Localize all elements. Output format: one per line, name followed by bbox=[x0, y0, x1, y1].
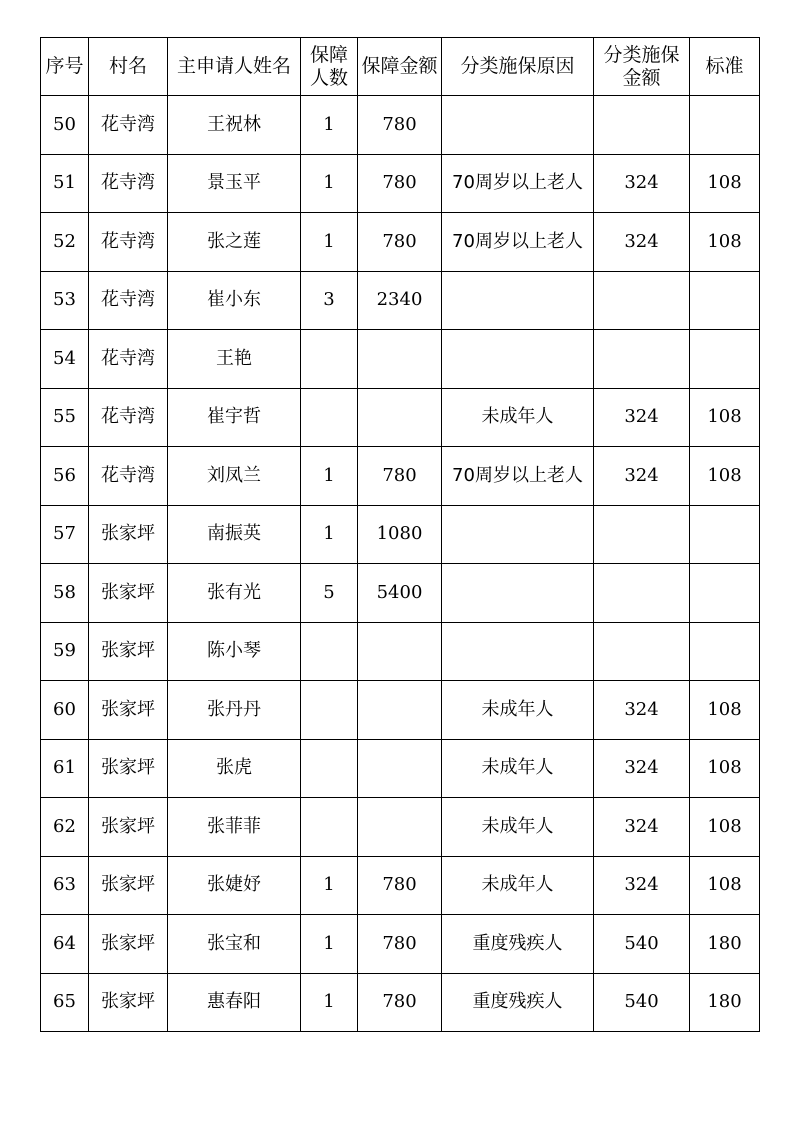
cell-count: 1 bbox=[301, 213, 358, 272]
cell-count: 1 bbox=[301, 447, 358, 506]
cell-applicant-name: 崔小东 bbox=[168, 271, 301, 330]
cell-amount bbox=[358, 330, 442, 389]
cell-class-amount: 324 bbox=[594, 447, 690, 506]
cell-standard: 108 bbox=[690, 447, 760, 506]
table-row bbox=[41, 154, 760, 213]
cell-seq: 62 bbox=[41, 798, 89, 857]
cell-amount bbox=[358, 739, 442, 798]
cell-village: 花寺湾 bbox=[89, 447, 168, 506]
cell-standard: 108 bbox=[690, 388, 760, 447]
cell-amount: 780 bbox=[358, 915, 442, 974]
cell-count bbox=[301, 798, 358, 857]
cell-amount bbox=[358, 388, 442, 447]
cell-village: 花寺湾 bbox=[89, 96, 168, 155]
cell-standard bbox=[690, 622, 760, 681]
cell-village: 张家坪 bbox=[89, 856, 168, 915]
cell-village: 张家坪 bbox=[89, 505, 168, 564]
cell-reason bbox=[442, 505, 594, 564]
cell-seq: 52 bbox=[41, 213, 89, 272]
table-row bbox=[41, 973, 760, 1032]
cell-applicant-name: 陈小琴 bbox=[168, 622, 301, 681]
cell-class-amount: 540 bbox=[594, 915, 690, 974]
cell-seq: 65 bbox=[41, 973, 89, 1032]
cell-reason: 70周岁以上老人 bbox=[442, 154, 594, 213]
cell-village: 张家坪 bbox=[89, 973, 168, 1032]
cell-reason bbox=[442, 564, 594, 623]
cell-seq: 64 bbox=[41, 915, 89, 974]
table-row bbox=[41, 330, 760, 389]
header-row bbox=[41, 38, 760, 96]
header-standard: 标准 bbox=[690, 38, 760, 96]
cell-amount: 780 bbox=[358, 447, 442, 506]
table-row bbox=[41, 96, 760, 155]
cell-class-amount: 540 bbox=[594, 973, 690, 1032]
cell-applicant-name: 张有光 bbox=[168, 564, 301, 623]
table-row bbox=[41, 388, 760, 447]
cell-count: 1 bbox=[301, 973, 358, 1032]
cell-seq: 58 bbox=[41, 564, 89, 623]
cell-seq: 51 bbox=[41, 154, 89, 213]
header-applicant: 主申请人姓名 bbox=[168, 38, 301, 96]
cell-class-amount bbox=[594, 564, 690, 623]
assistance-table bbox=[40, 37, 760, 1032]
cell-amount: 1080 bbox=[358, 505, 442, 564]
table-row bbox=[41, 856, 760, 915]
cell-village: 张家坪 bbox=[89, 739, 168, 798]
table-row bbox=[41, 915, 760, 974]
header-count: 保障人数 bbox=[301, 38, 358, 96]
cell-count: 1 bbox=[301, 915, 358, 974]
cell-reason bbox=[442, 622, 594, 681]
cell-seq: 56 bbox=[41, 447, 89, 506]
cell-village: 张家坪 bbox=[89, 681, 168, 740]
table-row bbox=[41, 505, 760, 564]
cell-count: 3 bbox=[301, 271, 358, 330]
cell-amount bbox=[358, 622, 442, 681]
header-amount: 保障金额 bbox=[358, 38, 442, 96]
cell-village: 张家坪 bbox=[89, 915, 168, 974]
cell-reason: 重度残疾人 bbox=[442, 915, 594, 974]
cell-standard: 108 bbox=[690, 681, 760, 740]
cell-village: 花寺湾 bbox=[89, 388, 168, 447]
cell-applicant-name: 崔宇哲 bbox=[168, 388, 301, 447]
cell-count: 1 bbox=[301, 505, 358, 564]
cell-applicant-name: 张丹丹 bbox=[168, 681, 301, 740]
cell-reason: 未成年人 bbox=[442, 856, 594, 915]
header-seq: 序号 bbox=[41, 38, 89, 96]
cell-standard bbox=[690, 564, 760, 623]
cell-reason bbox=[442, 271, 594, 330]
cell-applicant-name: 南振英 bbox=[168, 505, 301, 564]
cell-standard: 108 bbox=[690, 798, 760, 857]
cell-class-amount bbox=[594, 330, 690, 389]
cell-amount: 2340 bbox=[358, 271, 442, 330]
table-row bbox=[41, 271, 760, 330]
cell-standard: 108 bbox=[690, 739, 760, 798]
cell-standard bbox=[690, 330, 760, 389]
table-body bbox=[41, 96, 760, 1032]
cell-reason: 70周岁以上老人 bbox=[442, 447, 594, 506]
cell-village: 张家坪 bbox=[89, 798, 168, 857]
cell-applicant-name: 景玉平 bbox=[168, 154, 301, 213]
cell-applicant-name: 张虎 bbox=[168, 739, 301, 798]
cell-count bbox=[301, 330, 358, 389]
cell-amount bbox=[358, 798, 442, 857]
cell-applicant-name: 王祝林 bbox=[168, 96, 301, 155]
cell-reason bbox=[442, 330, 594, 389]
cell-amount: 780 bbox=[358, 856, 442, 915]
cell-standard: 180 bbox=[690, 973, 760, 1032]
table-row bbox=[41, 622, 760, 681]
cell-class-amount: 324 bbox=[594, 798, 690, 857]
cell-applicant-name: 王艳 bbox=[168, 330, 301, 389]
cell-reason: 重度残疾人 bbox=[442, 973, 594, 1032]
header-reason: 分类施保原因 bbox=[442, 38, 594, 96]
cell-reason: 70周岁以上老人 bbox=[442, 213, 594, 272]
cell-seq: 55 bbox=[41, 388, 89, 447]
cell-applicant-name: 张之莲 bbox=[168, 213, 301, 272]
cell-standard: 108 bbox=[690, 154, 760, 213]
cell-applicant-name: 刘凤兰 bbox=[168, 447, 301, 506]
cell-count: 1 bbox=[301, 96, 358, 155]
cell-class-amount bbox=[594, 505, 690, 564]
cell-village: 张家坪 bbox=[89, 564, 168, 623]
header-class-amount: 分类施保金额 bbox=[594, 38, 690, 96]
cell-standard: 180 bbox=[690, 915, 760, 974]
cell-seq: 61 bbox=[41, 739, 89, 798]
cell-village: 花寺湾 bbox=[89, 330, 168, 389]
cell-village: 花寺湾 bbox=[89, 271, 168, 330]
cell-seq: 54 bbox=[41, 330, 89, 389]
cell-reason: 未成年人 bbox=[442, 388, 594, 447]
cell-count: 1 bbox=[301, 154, 358, 213]
cell-amount: 780 bbox=[358, 213, 442, 272]
table-row bbox=[41, 739, 760, 798]
cell-class-amount: 324 bbox=[594, 213, 690, 272]
cell-applicant-name: 张菲菲 bbox=[168, 798, 301, 857]
header-village: 村名 bbox=[89, 38, 168, 96]
cell-applicant-name: 张婕妤 bbox=[168, 856, 301, 915]
cell-amount: 5400 bbox=[358, 564, 442, 623]
cell-seq: 59 bbox=[41, 622, 89, 681]
cell-reason: 未成年人 bbox=[442, 739, 594, 798]
cell-amount: 780 bbox=[358, 973, 442, 1032]
cell-class-amount: 324 bbox=[594, 681, 690, 740]
cell-standard: 108 bbox=[690, 213, 760, 272]
cell-standard bbox=[690, 505, 760, 564]
cell-applicant-name: 张宝和 bbox=[168, 915, 301, 974]
cell-count: 5 bbox=[301, 564, 358, 623]
cell-standard: 108 bbox=[690, 856, 760, 915]
cell-count bbox=[301, 681, 358, 740]
cell-seq: 57 bbox=[41, 505, 89, 564]
table-row bbox=[41, 798, 760, 857]
table-row bbox=[41, 564, 760, 623]
cell-class-amount bbox=[594, 96, 690, 155]
cell-village: 张家坪 bbox=[89, 622, 168, 681]
cell-count bbox=[301, 622, 358, 681]
cell-reason bbox=[442, 96, 594, 155]
table-row bbox=[41, 681, 760, 740]
cell-class-amount bbox=[594, 622, 690, 681]
cell-standard bbox=[690, 271, 760, 330]
cell-seq: 50 bbox=[41, 96, 89, 155]
cell-seq: 53 bbox=[41, 271, 89, 330]
cell-village: 花寺湾 bbox=[89, 213, 168, 272]
cell-count bbox=[301, 388, 358, 447]
cell-class-amount bbox=[594, 271, 690, 330]
cell-class-amount: 324 bbox=[594, 388, 690, 447]
cell-count: 1 bbox=[301, 856, 358, 915]
cell-amount bbox=[358, 681, 442, 740]
cell-seq: 63 bbox=[41, 856, 89, 915]
cell-reason: 未成年人 bbox=[442, 681, 594, 740]
cell-class-amount: 324 bbox=[594, 856, 690, 915]
table-row bbox=[41, 213, 760, 272]
cell-reason: 未成年人 bbox=[442, 798, 594, 857]
cell-standard bbox=[690, 96, 760, 155]
cell-seq: 60 bbox=[41, 681, 89, 740]
cell-village: 花寺湾 bbox=[89, 154, 168, 213]
cell-class-amount: 324 bbox=[594, 154, 690, 213]
cell-amount: 780 bbox=[358, 154, 442, 213]
cell-applicant-name: 惠春阳 bbox=[168, 973, 301, 1032]
cell-class-amount: 324 bbox=[594, 739, 690, 798]
cell-amount: 780 bbox=[358, 96, 442, 155]
cell-count bbox=[301, 739, 358, 798]
table-row bbox=[41, 447, 760, 506]
